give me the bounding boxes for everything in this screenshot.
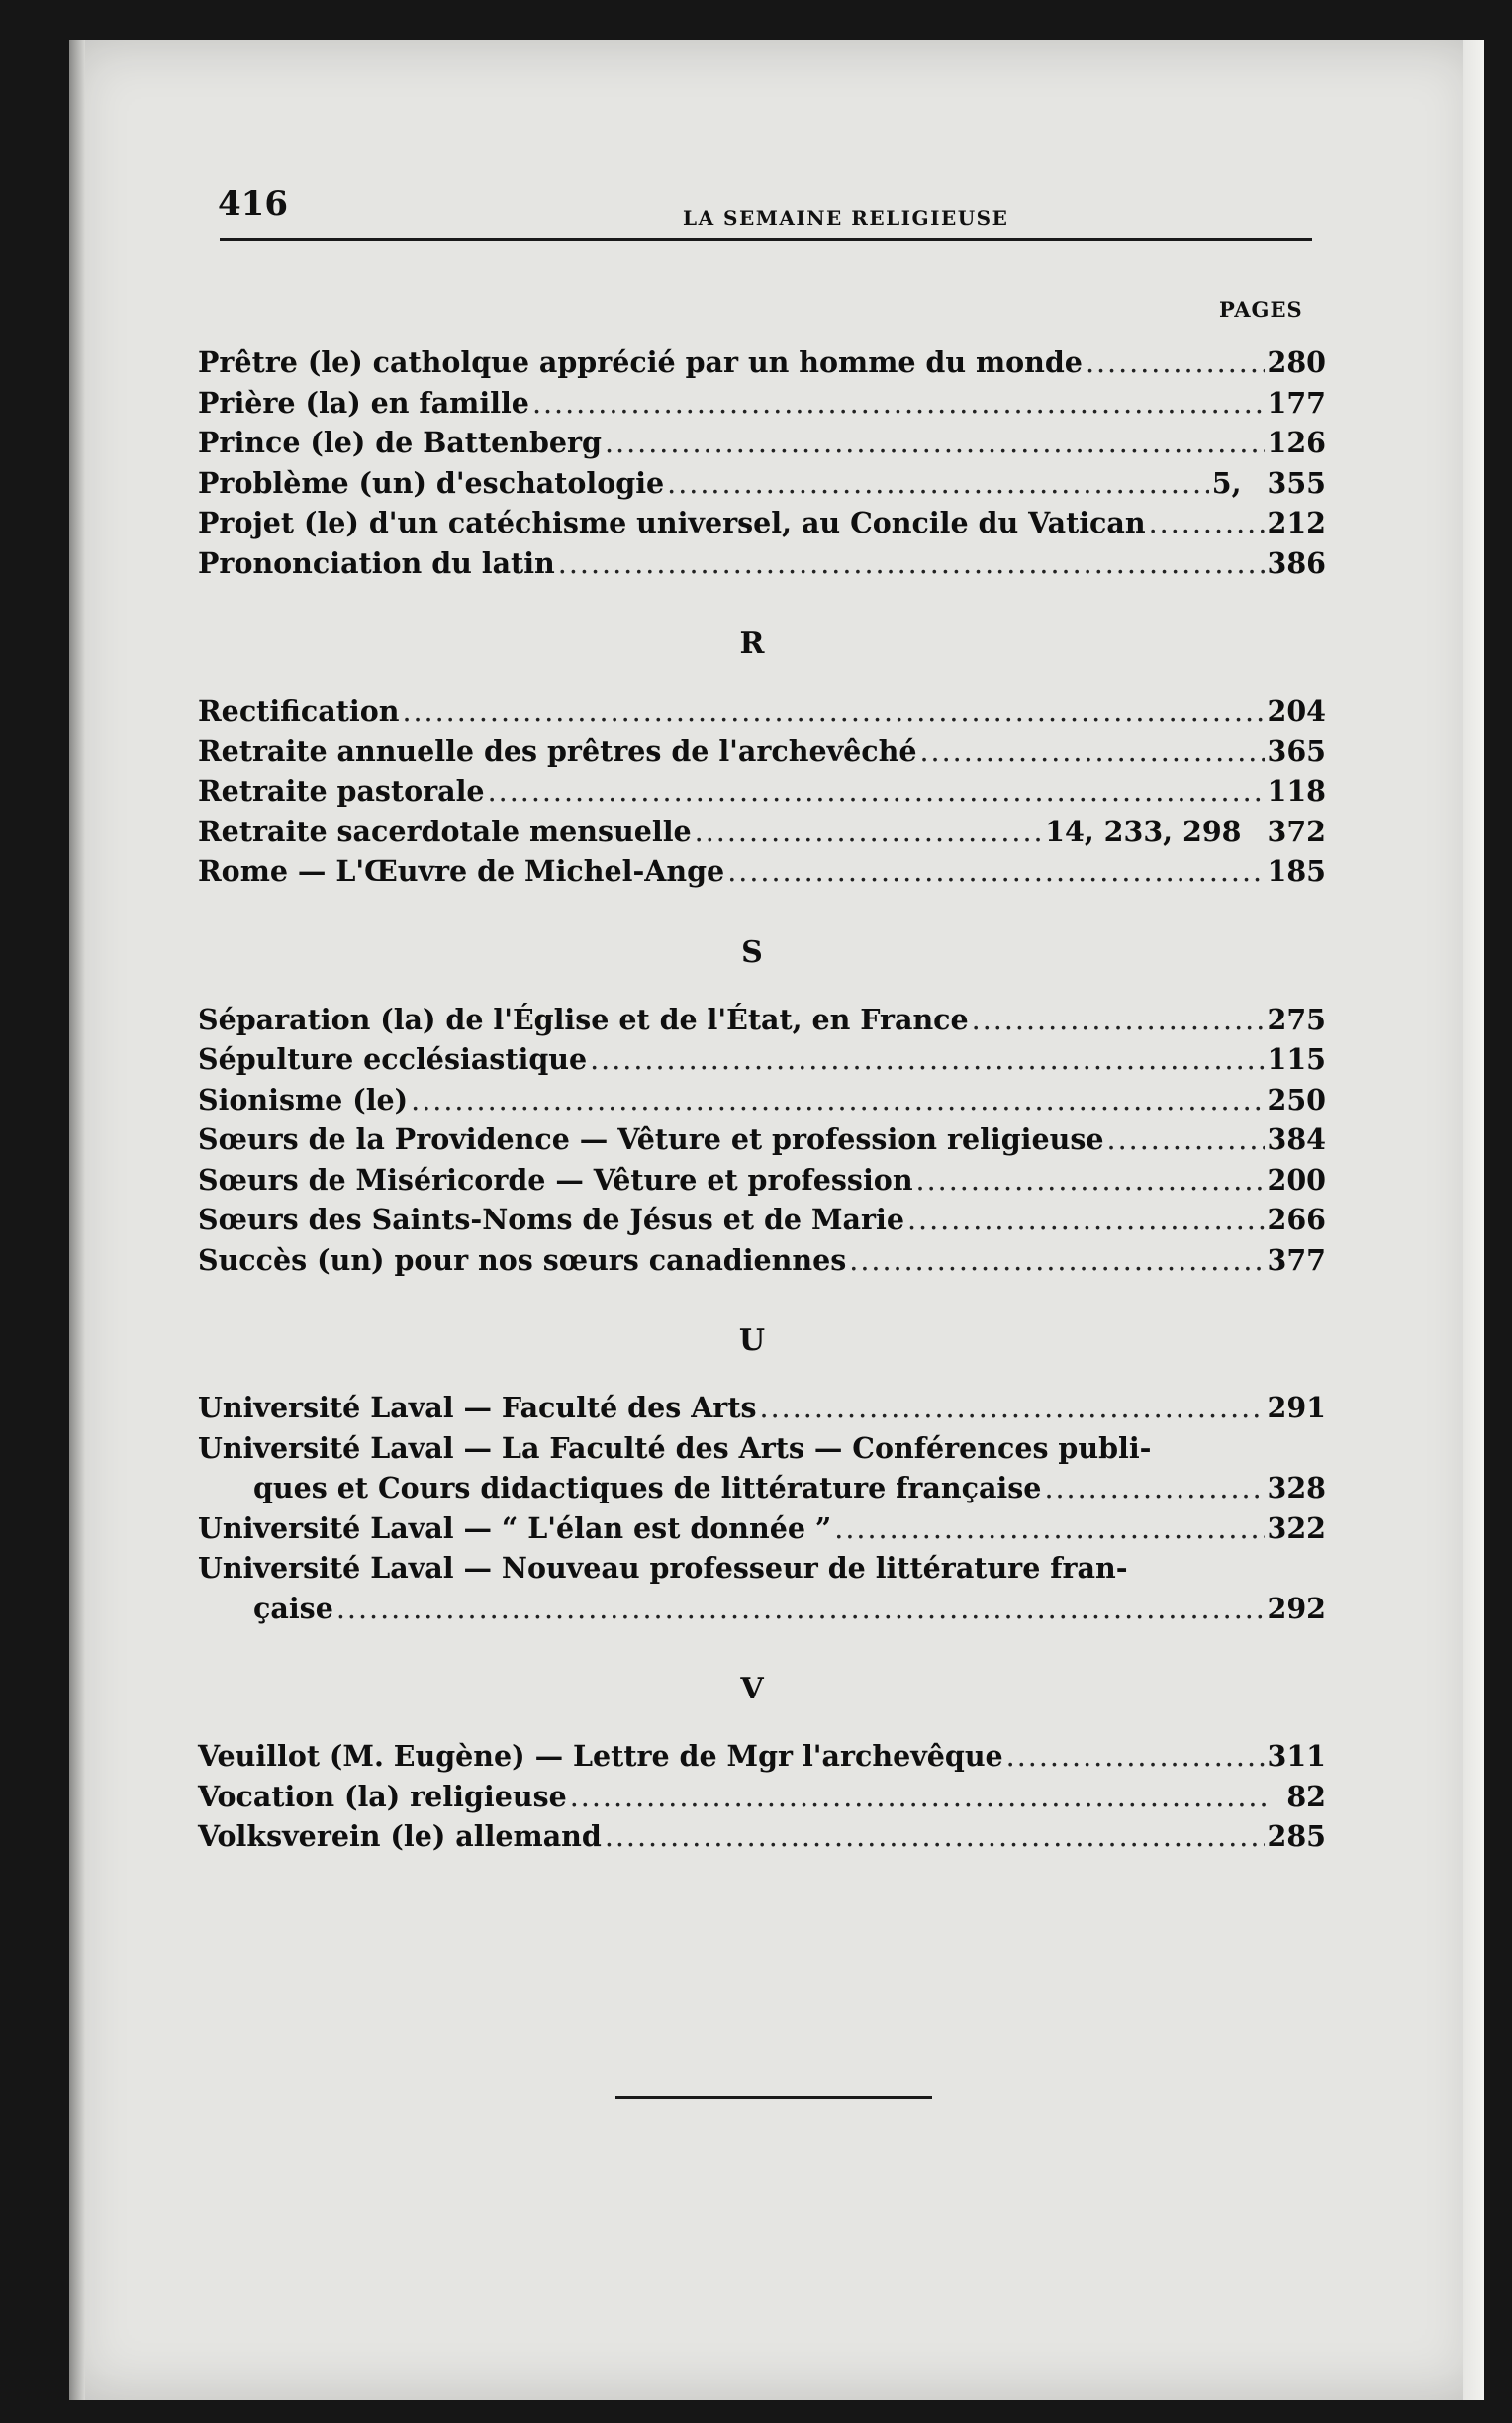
entry-extra-pages: 5, [1211,465,1242,500]
index-entry [198,1000,1326,1040]
entry-title: Projet (le) d'un catéchisme universel, au Concile du Vatican [198,506,1146,539]
entry-extra-pages: 14, 233, 298 [1045,814,1242,848]
entry-title: Prière (la) en famille [198,385,529,420]
leader-dots [760,1389,1265,1429]
index-entry [198,1039,1326,1080]
entry-page: 365 [1267,733,1326,768]
index-entry [198,1428,1326,1469]
entry-page: 204 [1267,694,1326,727]
section-letter: R [739,627,765,661]
entry-title: Prononciation du latin [198,545,555,580]
entry-page: 372 [1267,814,1326,848]
leader-dots [605,1817,1265,1858]
entry-title: Rectification [198,694,400,727]
leader-dots [849,1241,1264,1282]
entry-page: 275 [1267,1002,1326,1036]
leader-dots [532,384,1265,425]
leader-dots [1006,1737,1265,1778]
index-entry [198,543,1326,584]
index-entry-continuation [198,1589,1326,1629]
index-entry [198,1160,1326,1201]
entry-page: 177 [1267,385,1326,420]
section-letter: S [741,934,763,970]
entry-page: 266 [1267,1203,1326,1236]
index-entry [198,1080,1326,1120]
leader-dots [411,1081,1264,1121]
entry-title-continued: ques et Cours didactiques de littérature française [253,1471,1042,1504]
entry-title: Séparation (la) de l'Église et de l'État, en France [198,1002,969,1036]
section-letter: V [740,1672,764,1706]
index-entry [198,423,1326,463]
entry-page: 384 [1267,1122,1326,1156]
leader-dots [590,1040,1264,1081]
entry-title: Sœurs de Miséricorde — Vêture et profession [198,1162,913,1197]
leader-dots [605,424,1265,464]
running-title: LA SEMAINE RELIGIEUSE [683,206,1009,230]
header-rule [220,238,1312,241]
leader-dots [488,772,1265,813]
index-entry [198,691,1326,731]
entry-title: Sépulture ecclésiastique [198,1042,588,1076]
entry-title: Problème (un) d'eschatologie [198,465,665,500]
page-edge [1463,40,1484,2400]
index-entry [198,851,1326,892]
entry-page: 250 [1267,1082,1326,1116]
index-entry [198,1508,1326,1549]
entry-title: Université Laval — Nouveau professeur de littérature fran- [198,1551,1128,1585]
entry-title: Prince (le) de Battenberg [198,426,602,459]
index-entry [198,1777,1326,1817]
leader-dots [1044,1469,1264,1509]
leader-dots [570,1778,1270,1818]
leader-dots [695,813,1042,853]
index-entry [198,812,1326,852]
leader-dots [1086,343,1265,384]
index-entry [198,1200,1326,1240]
index-entry [198,1736,1326,1777]
entry-title: Rome — L'Œuvre de Michel-Ange [198,854,725,888]
index-entry [198,463,1326,504]
entry-title: Université Laval — “ L'élan est donnée ” [198,1510,832,1545]
entry-page: 355 [1267,465,1326,500]
entry-page: 285 [1267,1819,1326,1853]
end-rule [615,2096,932,2099]
entry-page: 328 [1267,1471,1326,1504]
index-entry [198,731,1326,772]
entry-title: Université Laval — Faculté des Arts [198,1391,757,1424]
leader-dots [972,1001,1265,1041]
index-entry [198,1119,1326,1160]
entry-page: 292 [1267,1591,1326,1625]
leader-dots [834,1509,1264,1550]
index-entry-continuation [198,1468,1326,1508]
entry-title: Succès (un) pour nos sœurs canadiennes [198,1242,847,1277]
pages-column-label: PAGES [1219,297,1303,322]
leader-dots [402,692,1264,732]
leader-dots [727,852,1264,893]
entry-title: Université Laval — La Faculté des Arts — Conférences publi- [198,1430,1152,1465]
entry-page: 185 [1267,854,1326,888]
entry-title: Retraite annuelle des prêtres de l'archevêché [198,733,917,768]
page-number: 416 [218,184,288,224]
entry-title: Retraite sacerdotale mensuelle [198,814,692,848]
leader-dots [1149,504,1265,544]
entry-title: Veuillot (M. Eugène) — Lettre de Mgr l'archevêque [198,1739,1003,1773]
entry-page: 82 [1286,1779,1326,1813]
entry-page: 386 [1267,545,1326,580]
entry-title: Sœurs des Saints-Noms de Jésus et de Marie [198,1203,904,1236]
entry-page: 126 [1267,426,1326,459]
leader-dots [907,1201,1265,1241]
entry-title: Vocation (la) religieuse [198,1779,567,1813]
entry-title: Volksverein (le) allemand [198,1819,602,1853]
index-entry [198,771,1326,812]
entry-page: 115 [1267,1042,1326,1076]
leader-dots [558,544,1265,585]
leader-dots [667,464,1209,505]
entry-title: Prêtre (le) catholque apprécié par un homme du monde [198,345,1083,379]
entry-title: Sionisme (le) [198,1082,409,1116]
page-header [218,148,1385,230]
index-entry [198,1388,1326,1428]
page-gutter-shadow [69,40,85,2400]
index-list [198,342,1326,1857]
section-letter: U [738,1323,766,1358]
entry-page: 212 [1267,506,1326,539]
entry-page: 280 [1267,345,1326,379]
leader-dots [336,1590,1265,1630]
book-page [69,40,1484,2400]
entry-page: 118 [1267,774,1326,808]
index-entry [198,1240,1326,1281]
entry-title-continued: çaise [253,1591,333,1625]
leader-dots [1107,1120,1265,1161]
index-entry [198,383,1326,424]
entry-page: 322 [1267,1510,1326,1545]
entry-title: Retraite pastorale [198,774,485,808]
entry-page: 291 [1267,1391,1326,1424]
index-entry [198,342,1326,383]
entry-page: 311 [1267,1739,1326,1773]
entry-page: 200 [1267,1162,1326,1197]
entry-title: Sœurs de la Providence — Vêture et profession religieuse [198,1122,1104,1156]
entry-page: 377 [1267,1242,1326,1277]
index-entry [198,1548,1326,1589]
index-entry [198,503,1326,543]
leader-dots [916,1161,1265,1202]
index-entry [198,1816,1326,1857]
leader-dots [920,732,1265,773]
